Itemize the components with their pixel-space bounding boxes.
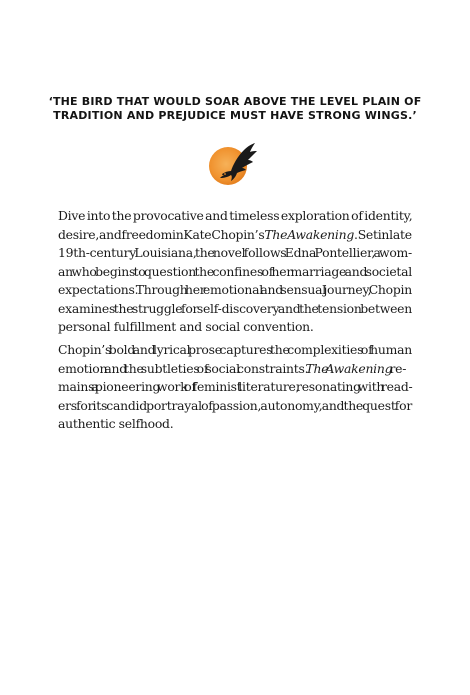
text-line bbox=[58, 226, 412, 245]
bird-over-sun-icon bbox=[203, 141, 263, 191]
text-line: authentic selfhood. bbox=[58, 416, 174, 431]
epigraph-quote bbox=[40, 95, 430, 123]
text-span: desire, and freedom in Kate Chopin’s bbox=[58, 226, 265, 242]
quote-line: ‘THE BIRD THAT WOULD SOAR ABOVE THE LEVEL PLAIN OF bbox=[48, 95, 422, 108]
description-paragraph bbox=[58, 341, 412, 434]
text-line: mains a pioneering work of feminist literature, resonating with read- bbox=[58, 379, 413, 394]
text-line: an who begins to question the confines of her marriage and societal bbox=[58, 263, 412, 279]
text-line: ers for its candid portrayal of passion, autonomy, and the quest for bbox=[58, 397, 412, 413]
text-span: re- bbox=[389, 360, 407, 376]
text-line bbox=[58, 360, 412, 379]
text-line: Dive into the provocative and timeless exploration of identity, bbox=[58, 208, 413, 223]
text-line: personal fulfillment and social convention. bbox=[58, 319, 314, 334]
book-title: The Awakening bbox=[305, 360, 393, 376]
text-line: Chopin’s bold and lyrical prose captures the complexities of human bbox=[58, 342, 412, 357]
text-line: examines the struggle for self-discovery and the tension between bbox=[58, 300, 412, 316]
text-line: expectations. Through her emotional and sensual journey, Chopin bbox=[58, 282, 412, 297]
description-paragraph bbox=[58, 207, 412, 337]
text-span: emotion and the subtleties of social constraints. bbox=[58, 360, 309, 376]
book-title: The Awakening bbox=[264, 226, 355, 242]
text-span: . Set in late bbox=[354, 226, 412, 242]
text-line: 19th-century Louisiana, the novel follows Edna Pontellier, a wom- bbox=[58, 245, 412, 260]
quote-line: TRADITION AND PREJUDICE MUST HAVE STRONG WINGS.’ bbox=[53, 109, 417, 122]
